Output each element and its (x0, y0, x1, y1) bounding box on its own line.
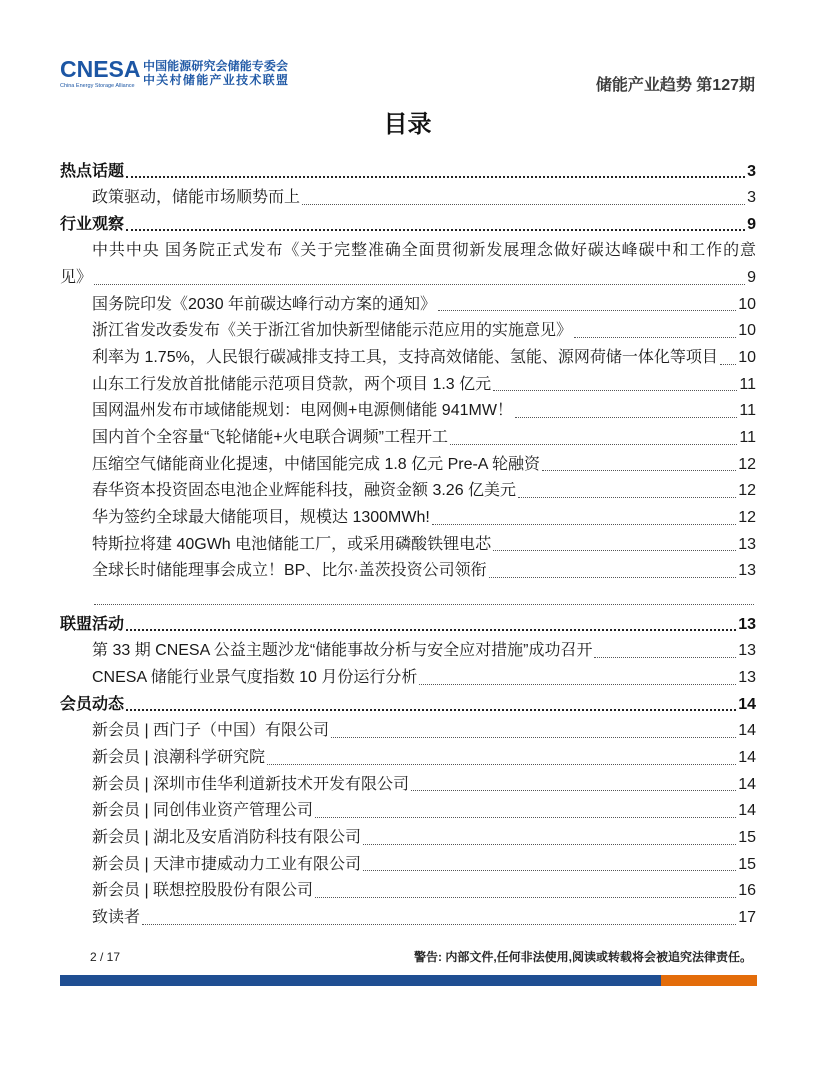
toc-page-number: 14 (738, 722, 756, 740)
dot-leader (126, 629, 736, 631)
toc-entry-title: 压缩空气储能商业化提速，中储国能完成 1.8 亿元 Pre-A 轮融资 (92, 455, 541, 473)
page-indicator: 2 / 17 (90, 950, 121, 964)
toc-entry[interactable] (60, 398, 756, 425)
toc-entry-title: 山东工行发放首批储能示范项目贷款，两个项目 1.3 亿元 (92, 375, 492, 393)
toc-page-number: 12 (738, 455, 756, 473)
toc-entry[interactable] (60, 878, 756, 905)
toc-entry[interactable] (60, 238, 756, 291)
toc-entry-title: 国内首个全容量“飞轮储能+火电联合调频”工程开工 (92, 429, 449, 447)
toc-entry-title: 新会员 | 西门子（中国）有限公司 (92, 722, 330, 740)
toc-entry[interactable] (60, 665, 756, 692)
toc-entry[interactable] (60, 372, 756, 399)
toc-entry[interactable] (60, 798, 756, 825)
dot-leader (438, 310, 736, 311)
dot-leader (720, 364, 736, 365)
dot-leader (94, 284, 745, 285)
toc-section-industry-observation[interactable] (60, 212, 756, 239)
toc-page-number: 14 (738, 748, 756, 766)
footer-bar-orange-segment (661, 975, 757, 986)
toc-section-title: 联盟活动 (60, 615, 125, 633)
toc-page-number: 10 (738, 349, 756, 367)
toc-entry[interactable] (60, 638, 756, 665)
toc-entry[interactable] (60, 478, 756, 505)
toc-entry-title: 第 33 期 CNESA 公益主题沙龙“储能事故分析与安全应对措施”成功召开 (92, 642, 593, 660)
toc-entry[interactable] (60, 772, 756, 799)
toc-page-number: 16 (738, 882, 756, 900)
toc-page-number: 15 (738, 828, 756, 846)
toc-section-title: 行业观察 (60, 215, 125, 233)
toc-page-number: 13 (738, 615, 756, 633)
toc-entry-title: 浙江省发改委发布《关于浙江省加快新型储能示范应用的实施意见》 (92, 322, 573, 340)
toc-entry-title: 政策驱动，储能市场顺势而上 (92, 189, 301, 207)
toc-entry[interactable] (60, 558, 756, 585)
dot-leader (489, 577, 737, 578)
toc-entry-title: 利率为 1.75%，人民银行碳减排支持工具，支持高效储能、氢能、源网荷储一体化等项目 (92, 349, 718, 367)
footer-bar-blue-segment (60, 975, 661, 986)
dot-leader (419, 684, 736, 685)
dot-leader (574, 337, 736, 338)
toc-page-number: 9 (747, 215, 756, 233)
toc-page-number: 14 (738, 802, 756, 820)
toc-entry[interactable] (60, 452, 756, 479)
dot-leader (493, 390, 737, 391)
toc-entry[interactable] (60, 852, 756, 879)
table-of-contents (60, 159, 756, 932)
toc-page-number: 14 (738, 695, 756, 713)
toc-page-number: 10 (738, 295, 756, 313)
publication-title: 储能产业趋势 第127期 (595, 77, 755, 94)
dot-leader (126, 229, 745, 231)
toc-page-number: 11 (739, 375, 756, 393)
dot-leader (542, 470, 736, 471)
toc-entry-title: 全球长时储能理事会成立！BP、比尔·盖茨投资公司领衔 (92, 562, 487, 580)
dot-leader (411, 790, 736, 791)
dot-leader (515, 417, 737, 418)
toc-entry-title: 新会员 | 同创伟业资产管理公司 (92, 802, 314, 820)
toc-page-number: 3 (747, 189, 756, 207)
toc-entry-title: 特斯拉将建 40GWh 电池储能工厂，或采用磷酸铁锂电芯 (92, 535, 492, 553)
toc-page-number: 13 (738, 535, 756, 553)
toc-entry-title-line-1: 中共中央 国务院正式发布《关于完整准确全面贯彻新发展理念做好碳达峰碳中和工作的意 (92, 242, 756, 260)
toc-entry[interactable] (60, 425, 756, 452)
toc-entry[interactable] (60, 718, 756, 745)
dot-leader (302, 204, 745, 205)
dot-leader (126, 709, 736, 711)
dot-leader (142, 924, 736, 925)
toc-entry[interactable] (60, 745, 756, 772)
toc-entry[interactable] (60, 505, 756, 532)
org-name-1: 中国能源研究会储能专委会 (143, 59, 288, 73)
toc-entry-title: 华为签约全球最大储能项目，规模达 1300MWh! (92, 509, 430, 527)
toc-page-number: 3 (747, 162, 756, 180)
legal-warning: 警告: 内部文件,任何非法使用,阅读或转载将会被追究法律责任。 (413, 950, 752, 964)
toc-page-number: 14 (738, 775, 756, 793)
dot-leader (126, 176, 745, 178)
toc-entry-title: 春华资本投资固态电池企业辉能科技，融资金额 3.26 亿美元 (92, 482, 517, 500)
logo-subtitle: China Energy Storage Alliance (60, 83, 135, 89)
toc-entry[interactable] (60, 292, 756, 319)
toc-entry-to-readers[interactable] (60, 905, 756, 932)
dot-leader (331, 737, 736, 738)
toc-entry-continuation (60, 265, 756, 292)
toc-entry-title-line-2: 见》 (60, 269, 93, 287)
toc-section-title: 会员动态 (60, 695, 125, 713)
toc-entry-title: CNESA 储能行业景气度指数 10 月份运行分析 (92, 668, 418, 686)
toc-section-hot-topics[interactable] (60, 159, 756, 186)
dot-leader (432, 524, 736, 525)
footer-color-bar (60, 975, 757, 986)
toc-page-number: 10 (738, 322, 756, 340)
toc-entry[interactable] (60, 318, 756, 345)
dot-leader (363, 844, 736, 845)
toc-entry[interactable] (60, 585, 756, 612)
dot-leader (315, 897, 736, 898)
toc-section-member-news[interactable] (60, 692, 756, 719)
toc-page-number: 17 (738, 908, 756, 926)
toc-page-number: 9 (747, 269, 756, 287)
toc-entry-title: 新会员 | 天津市捷威动力工业有限公司 (92, 855, 362, 873)
toc-section-title: 热点话题 (60, 162, 125, 180)
toc-page-number: 11 (739, 402, 756, 420)
toc-entry[interactable] (60, 345, 756, 372)
dot-leader (363, 870, 736, 871)
toc-page-number: 13 (738, 642, 756, 660)
toc-page-number: 13 (738, 562, 756, 580)
dot-leader (94, 604, 754, 605)
dot-leader (315, 817, 736, 818)
toc-page-number: 11 (739, 429, 756, 447)
dot-leader (594, 657, 736, 658)
toc-page-number: 12 (738, 509, 756, 527)
dot-leader (450, 444, 737, 445)
toc-page-number: 13 (738, 668, 756, 686)
toc-entry[interactable] (60, 825, 756, 852)
toc-entry-title: 新会员 | 深圳市佳华利道新技术开发有限公司 (92, 775, 410, 793)
dot-leader (518, 497, 736, 498)
cnesa-logo-wordmark: CNESA (60, 56, 141, 82)
toc-entry-title: 国务院印发《2030 年前碳达峰行动方案的通知》 (92, 295, 437, 313)
dot-leader (493, 550, 736, 551)
toc-entry-title: 新会员 | 联想控股股份有限公司 (92, 882, 314, 900)
toc-entry[interactable] (60, 532, 756, 559)
toc-section-alliance-activities[interactable] (60, 612, 756, 639)
toc-page-number: 15 (738, 855, 756, 873)
org-name-2: 中关村储能产业技术联盟 (143, 73, 288, 87)
toc-page-number: 12 (738, 482, 756, 500)
toc-entry[interactable] (60, 185, 756, 212)
dot-leader (267, 764, 736, 765)
toc-entry-title: 国网温州发布市域储能规划：电网侧+电源侧储能 941MW！ (92, 402, 513, 420)
toc-entry-title: 致读者 (92, 908, 141, 926)
toc-entry-title: 新会员 | 湖北及安盾消防科技有限公司 (92, 828, 362, 846)
toc-entry-title: 新会员 | 浪潮科学研究院 (92, 748, 266, 766)
page-title: 目录 (383, 111, 432, 138)
